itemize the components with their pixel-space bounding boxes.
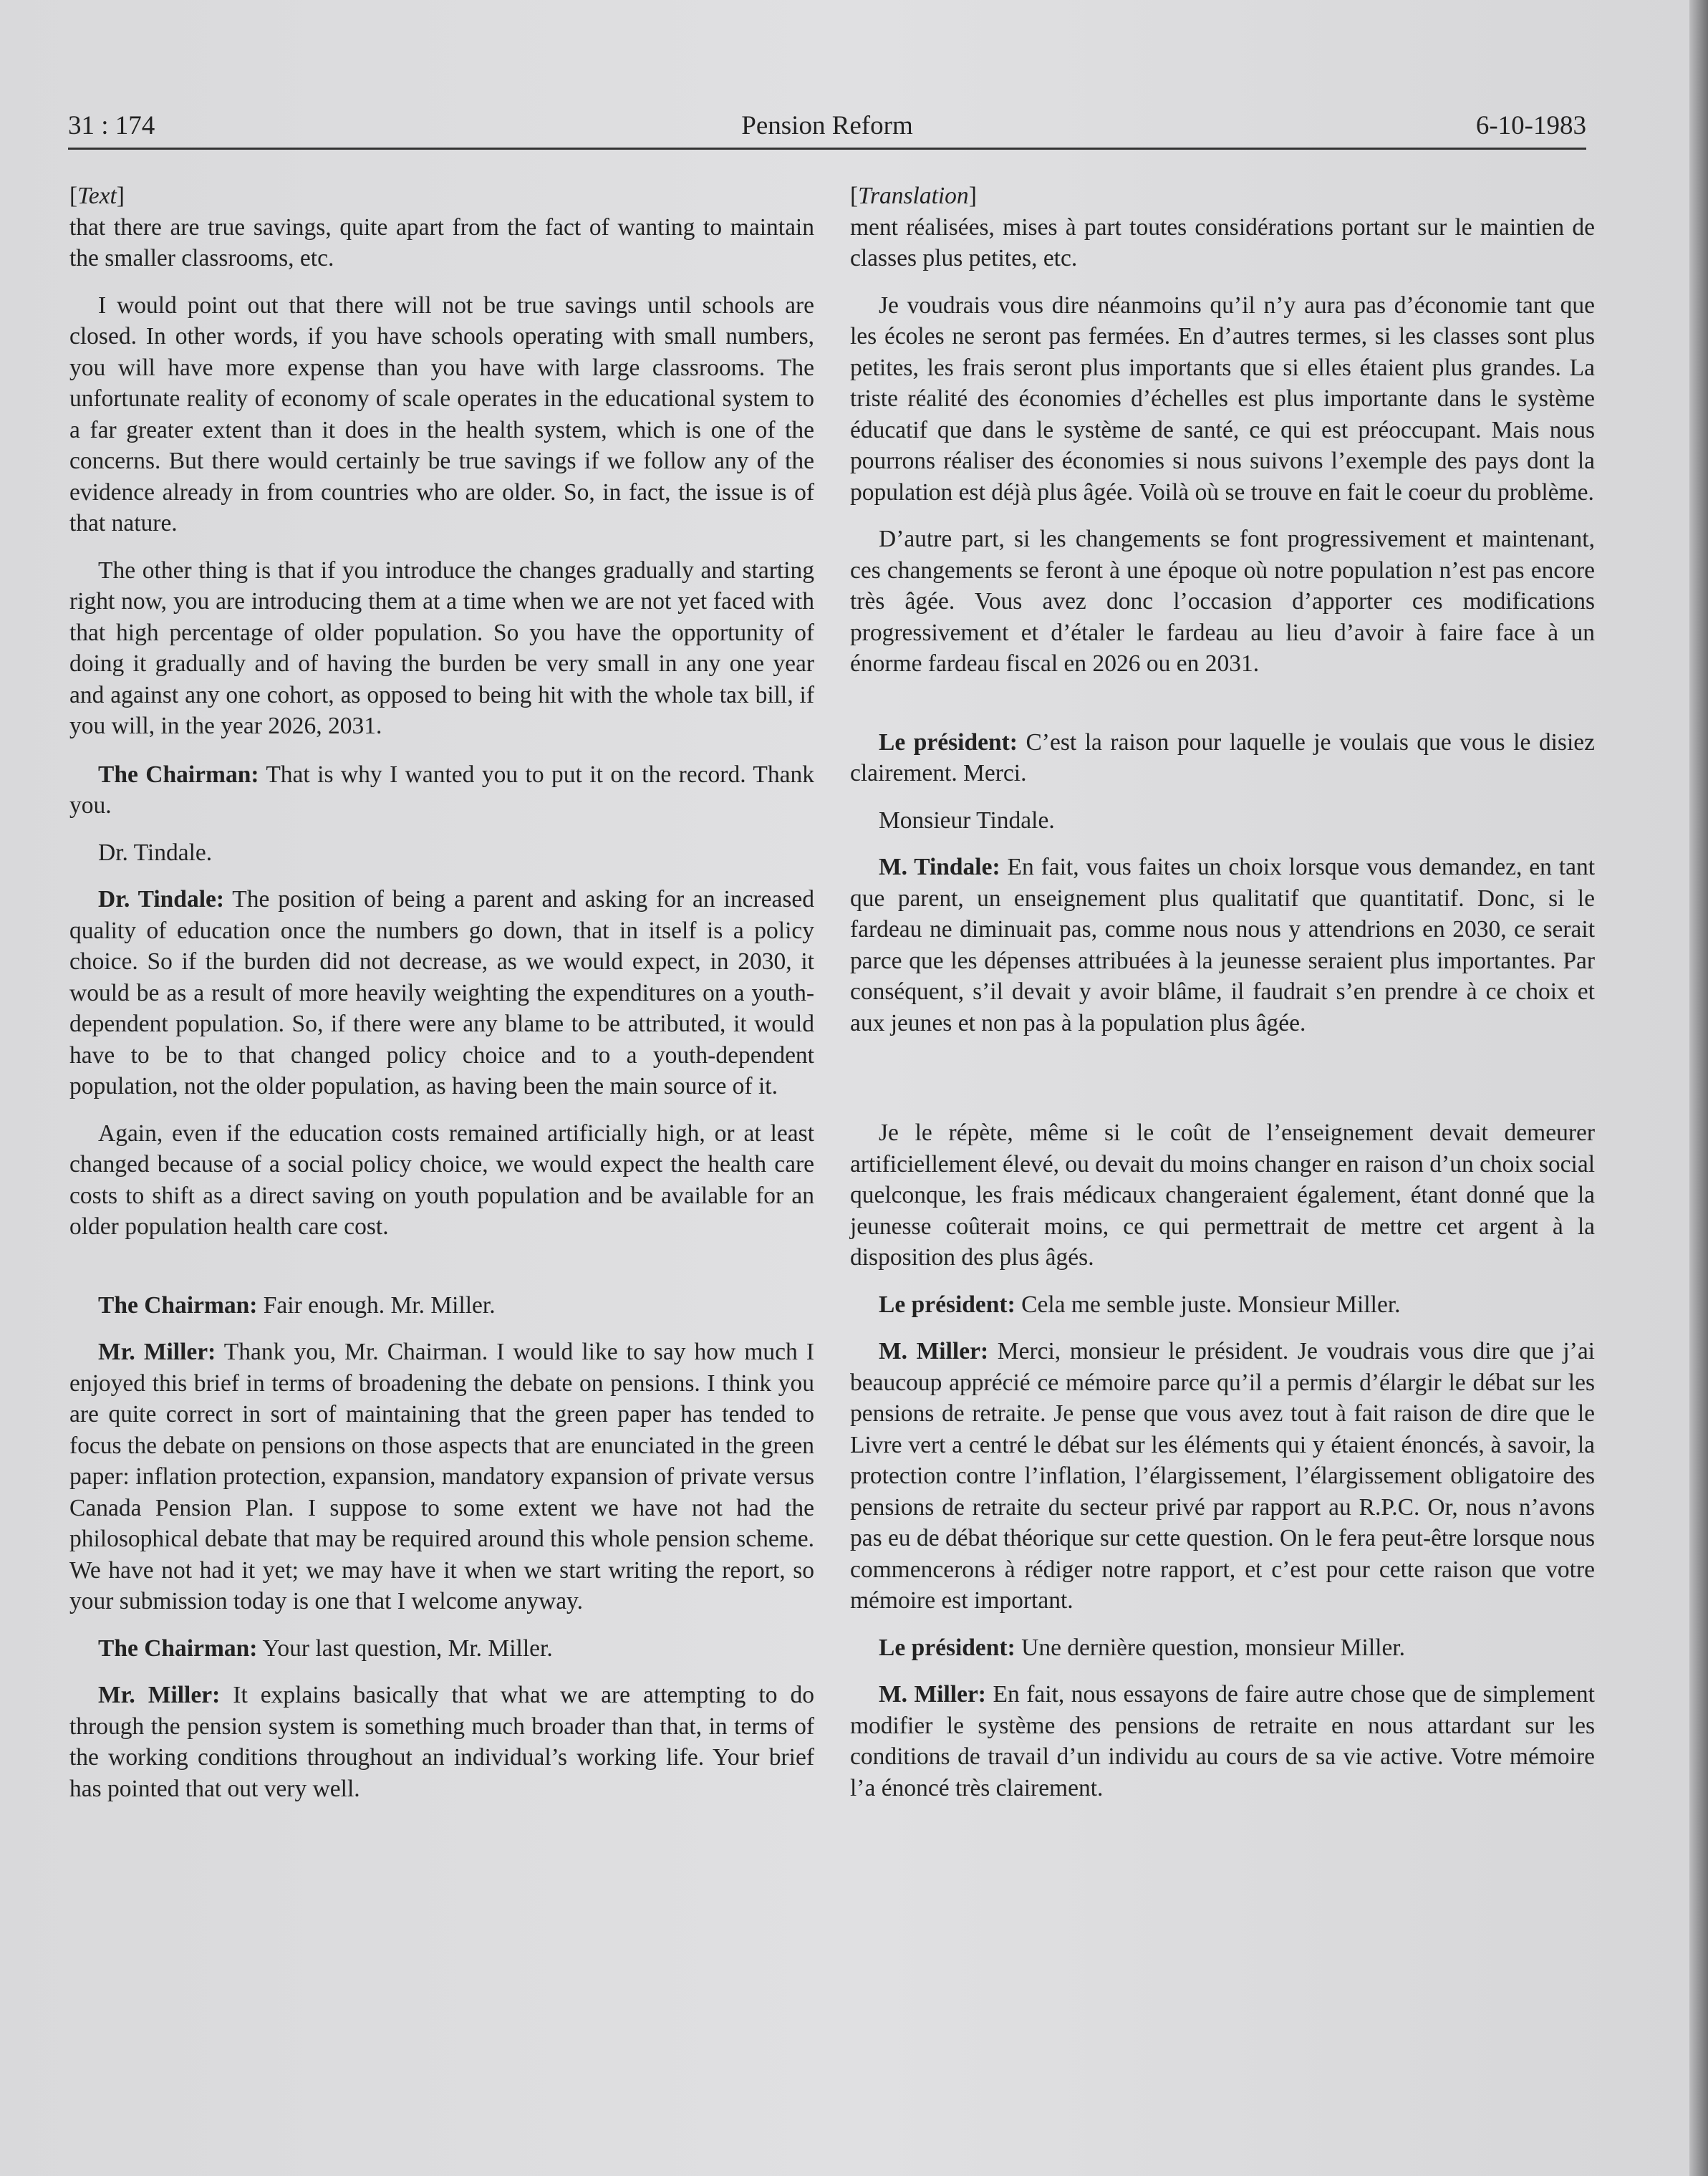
header-title: Pension Reform: [741, 111, 913, 140]
paragraph: D’autre part, si les changements se font progressivement et maintenant, ces changements se feront à une époque où notre population n’est pas encore très âgée. Vous avez donc l’occasion d’apporter ces modifications progressivement et d’étaler le fardeau au lieu d’avoir à faire face à un énorme fardeau fiscal en 2026 ou en 2031.: [850, 526, 1595, 677]
paragraph: The Chairman: Fair enough. Mr. Miller.: [98, 1291, 496, 1319]
paragraph: Le président: C’est la raison pour laquelle je voulais que vous le disiez clairement. Merci.: [850, 728, 1595, 786]
speaker: The Chairman:: [98, 761, 259, 788]
paragraph: Mr. Miller: It explains basically that what we are attempting to do through the pension system is something much broader than that, in terms of the working conditions throughout an individual’s working life. Your brief has pointed that out very well.: [69, 1682, 814, 1802]
speaker: Le président:: [879, 1291, 1015, 1318]
paragraph: that there are true savings, quite apart from the fact of wanting to maintain the smaller classrooms, etc.: [69, 213, 814, 271]
page-edge: [1689, 0, 1708, 2176]
speaker: M. Miller:: [879, 1338, 989, 1364]
translation-tag: [Translation]: [850, 183, 977, 209]
paragraph: Again, even if the education costs remained artificially high, or at least changed because of a social policy choice, we would expect the health care costs to shift as a direct saving on youth population and be available for an older population health care cost.: [69, 1120, 814, 1240]
running-header: [68, 107, 1586, 150]
speaker: Dr. Tindale:: [98, 886, 225, 913]
french-column: [850, 180, 1595, 1819]
paragraph: The other thing is that if you introduce the changes gradually and starting right now, you are introducing them at a time when we are not yet faced with that high percentage of older population. So you have the opportunity of doing it gradually and of having the burden be very small in any one year and against any one cohort, as opposed to being hit with the whole tax bill, if you will, in the year 2026, 2031.: [69, 557, 814, 739]
header-page-ref: 31 : 174: [68, 111, 155, 140]
speaker: Mr. Miller:: [98, 1339, 216, 1365]
paragraph: Dr. Tindale: The position of being a parent and asking for an increased quality of education once the numbers go down, that in itself is a policy choice. So if the burden did not decrease, as we would expect, in 2030, it would be as a result of more heavily weighting the expenditures on a youth-dependent population. So, if there were any blame to be attributed, it would have to be to that changed policy choice and to a youth-dependent population, not the older population, as having been the main source of it.: [69, 886, 814, 1099]
paragraph: Monsieur Tindale.: [879, 807, 1055, 834]
speaker: The Chairman:: [98, 1291, 258, 1319]
speaker: Mr. Miller:: [98, 1682, 221, 1708]
paragraph: M. Miller: Merci, monsieur le président. Je voudrais vous dire que j’ai beaucoup apprécié ce mémoire parce qu’il a permis d’élargir le débat sur les pensions de retraite. Je pense que vous avez tout à fait raison de dire que le Livre vert a centré le débat sur les éléments qui y étaient énoncés, à savoir, la protection contre l’inflation, l’élargissement, l’élargissement obligatoire des pensions de retraite du secteur privé par rapport au R.P.C. Or, nous n’avons pas eu de débat théorique sur cette question. On le fera peut-être lorsque nous commencerons à rédiger notre rapport, et c’est pour cette raison que votre mémoire est important.: [850, 1338, 1595, 1614]
paragraph: Je voudrais vous dire néanmoins qu’il n’y aura pas d’économie tant que les écoles ne seront pas fermées. En d’autres termes, si les classes sont plus petites, les frais seront plus importants que si elles étaient plus grandes. La triste réalité des économies d’échelles est plus importante dans le système éducatif que dans le système de santé, ce qui est préoccupant. Mais nous pourrons réaliser des économies si nous suivons l’exemple des pays dont la population est déjà plus âgée. Voilà où se trouve en fait le coeur du problème.: [850, 292, 1595, 506]
paragraph: M. Miller: En fait, nous essayons de faire autre chose que de simplement modifier le système des pensions de retraite en nous attardant sur les conditions de travail d’un individu au cours de sa vie active. Votre mémoire l’a énoncé très clairement.: [850, 1681, 1595, 1801]
speaker: Le président:: [879, 1634, 1015, 1661]
english-column: [69, 180, 814, 1820]
text-tag: [Text]: [69, 183, 125, 209]
speaker: Le président:: [879, 728, 1018, 756]
header-date: 6-10-1983: [1475, 111, 1586, 140]
paragraph: Je le répète, même si le coût de l’enseignement devait demeurer artificiellement élevé, ou devait du moins changer en raison d’un choix social quelconque, les frais médicaux changeraient également, étant donné que la jeunesse coûterait moins, ce qui permettrait de mettre cet argent à la disposition des plus âgés.: [850, 1120, 1596, 1271]
paragraph: ment réalisées, mises à part toutes considérations portant sur le maintien de classes plus petites, etc.: [850, 213, 1595, 271]
speaker: The Chairman:: [98, 1635, 258, 1662]
paragraph: M. Tindale: En fait, vous faites un choix lorsque vous demandez, en tant que parent, un enseignement plus qualitatif que quantitatif. Donc, si le fardeau ne diminuait pas, comme nous nous y attendrions en 2030, ce serait parce que les dépenses attribuées à la jeunesse seraient plus importantes. Par conséquent, s’il devait y avoir blâme, il faudrait s’en prendre à ce choix et aux jeunes et non pas à la population plus âgée.: [850, 854, 1595, 1036]
paragraph: The Chairman: Your last question, Mr. Miller.: [98, 1635, 553, 1662]
paragraph: Mr. Miller: Thank you, Mr. Chairman. I would like to say how much I enjoyed this brief in terms of broadening the debate on pensions. I think you are quite correct in sort of maintaining that the green paper has tended to focus the debate on pensions on those aspects that are enunciated in the green paper: inflation protection, expansion, mandatory expansion of private versus Canada Pension Plan. I suppose to some extent we have not had the philosophical debate that may be required around this whole pension scheme. We have not had it yet; we may have it when we start writing the report, so your submission today is one that I welcome anyway.: [69, 1339, 814, 1614]
paragraph: The Chairman: That is why I wanted you to put it on the record. Thank you.: [69, 761, 814, 819]
paragraph: Dr. Tindale.: [98, 839, 213, 866]
paragraph: Le président: Une dernière question, monsieur Miller.: [879, 1634, 1405, 1661]
speaker: M. Tindale:: [879, 854, 1000, 880]
speaker: M. Miller:: [879, 1681, 986, 1708]
paragraph: Le président: Cela me semble juste. Monsieur Miller.: [879, 1291, 1401, 1318]
paragraph: I would point out that there will not be true savings until schools are closed. In other words, if you have schools operating with small numbers, you will have more expense than you have with large classrooms. The unfortunate reality of economy of scale operates in the educational system to a far greater extent than it does in the health system, which is one of the concerns. But there would certainly be true savings if we follow any of the evidence already in from countries who are older. So, in fact, the issue is of that nature.: [69, 292, 814, 536]
